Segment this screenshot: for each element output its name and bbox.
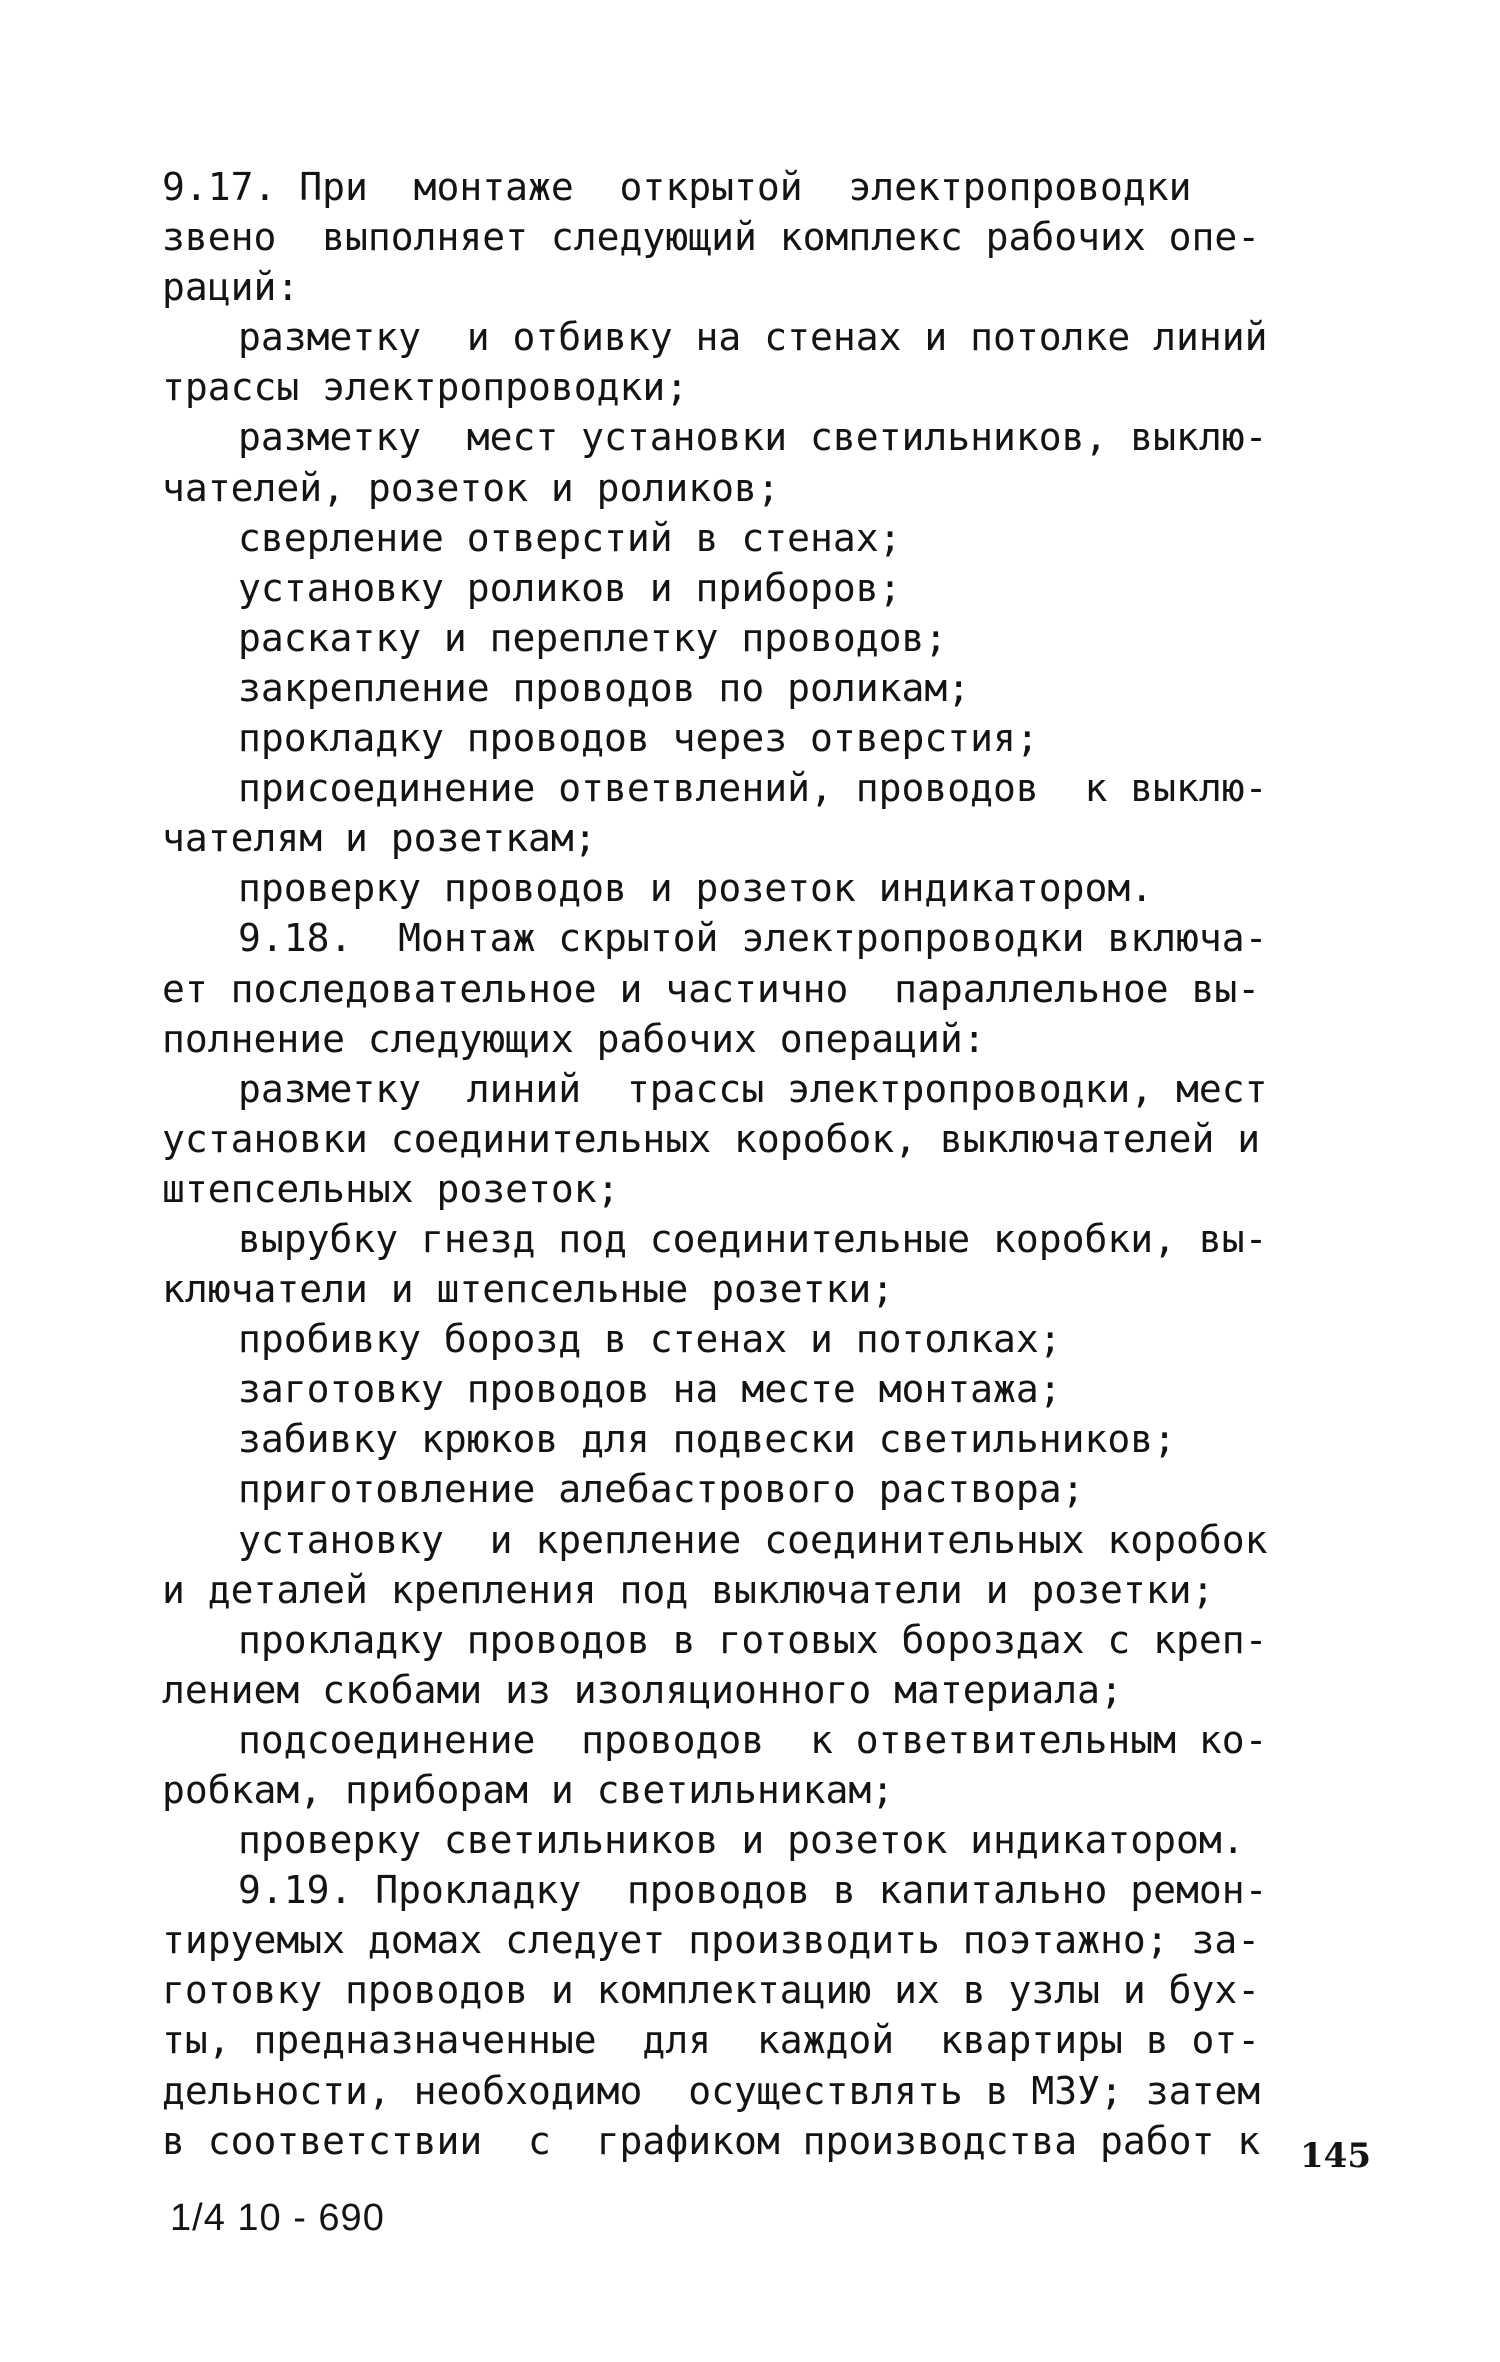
text-line: вырубку гнезд под соединительные коробки, вы- [238,1216,1268,1261]
text-line: раций: [162,265,300,310]
text-line: установку и крепление соединительных коробок [238,1517,1268,1562]
printing-imprint: 1/4 10 - 690 [170,2197,385,2239]
text-line: ты, предназначенные для каждой квартиры в от- [162,2018,1261,2063]
text-line: установку роликов и приборов; [238,565,902,610]
text-line: ет последовательное и частично параллельное вы- [162,966,1261,1011]
text-line: ключатели и штепсельные розетки; [162,1267,895,1312]
text-line: разметку линий трассы электропроводки, мест [238,1066,1268,1111]
text-line: присоединение ответвлений, проводов к выклю- [238,766,1268,811]
text-line: лением скобами из изоляционного материала; [162,1667,1123,1712]
document-body [162,162,1370,2166]
text-line: звено выполняет следующий комплекс рабочих опе- [162,215,1261,260]
text-line: трассы электропроводки; [162,365,689,410]
text-line: проверку светильников и розеток индикатором. [238,1818,1245,1863]
text-line: прокладку проводов в готовых бороздах с креп- [238,1617,1268,1662]
text-line: полнение следующих рабочих операций: [162,1016,986,1061]
text-line: сверление отверстий в стенах; [238,515,902,560]
text-line: прокладку проводов через отверстия; [238,716,1039,761]
text-line: тируемых домах следует производить поэтажно; за- [162,1918,1261,1963]
text-line: закрепление проводов по роликам; [238,665,971,710]
text-line: заготовку проводов на месте монтажа; [238,1367,1062,1412]
text-line: 9.18. Монтаж скрытой электропроводки включа- [238,916,1268,961]
text-line: в соответствии с графиком производства работ к [162,2118,1261,2163]
text-line: робкам, приборам и светильникам; [162,1768,895,1812]
text-line: штепсельных розеток; [162,1166,620,1211]
text-line: чателей, розеток и роликов; [162,465,780,510]
text-line: приготовление алебастрового раствора; [238,1467,1085,1512]
text-line: разметку и отбивку на стенах и потолке линий [238,315,1268,360]
text-line: дельности, необходимо осуществлять в МЗУ; затем [162,2068,1261,2113]
text-line: забивку крюков для подвески светильников; [238,1417,1176,1462]
text-line: и деталей крепления под выключатели и розетки; [162,1567,1215,1612]
text-line: установки соединительных коробок, выключателей и [162,1116,1261,1161]
page-number: 145 [1300,2136,1371,2176]
text-line: подсоединение проводов к ответвительным ко- [238,1717,1268,1762]
text-line: 9.17. При монтаже открытой электропроводки [162,165,1192,209]
text-line: готовку проводов и комплектацию их в узлы и бух- [162,1968,1261,2013]
text-line: разметку мест установки светильников, выклю- [238,415,1268,460]
text-line: раскатку и переплетку проводов; [238,615,948,660]
text-line: проверку проводов и розеток индикатором. [238,866,1154,911]
text-line: пробивку борозд в стенах и потолках; [238,1317,1062,1362]
text-line: чателям и розеткам; [162,816,597,861]
text-line: 9.19. Прокладку проводов в капитально ремон- [238,1868,1268,1913]
